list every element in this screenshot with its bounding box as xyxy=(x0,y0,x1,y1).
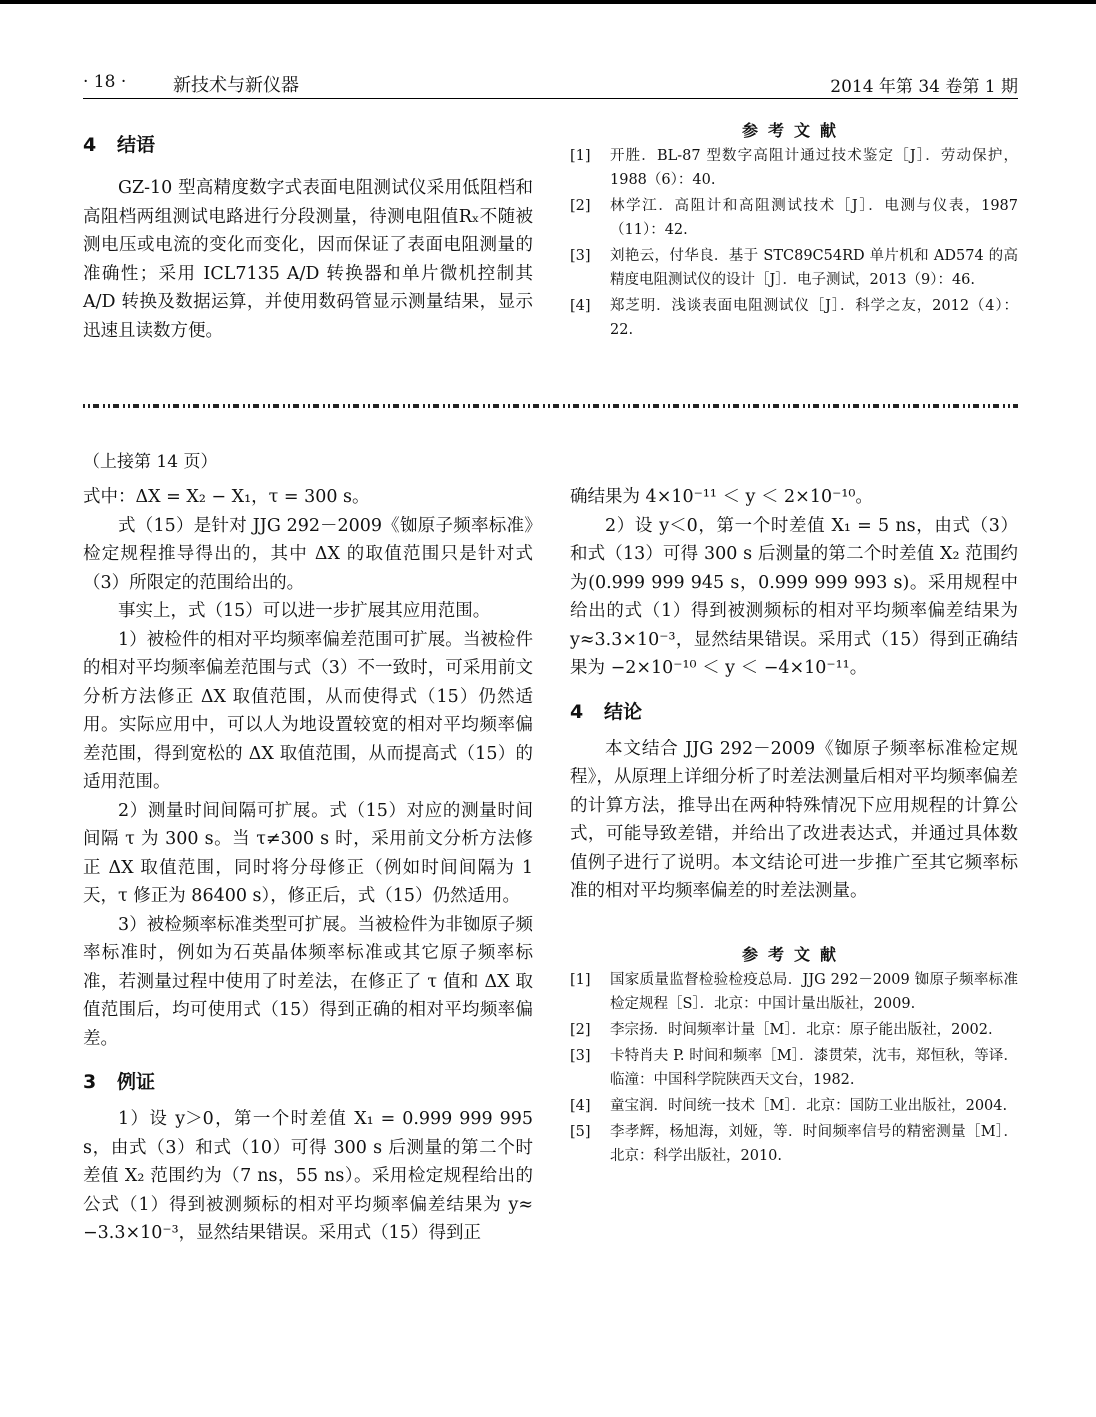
left-column xyxy=(83,483,533,1248)
ornamental-divider xyxy=(83,401,1018,411)
right-column xyxy=(570,483,1018,1170)
reference-item: [2] 林学江．高阻计和高阻测试技术［J］．电测与仪表，1987（11）：42. xyxy=(570,198,1018,238)
journal-name: 新技术与新仪器 xyxy=(173,75,299,96)
reference-item: [2] 李宗扬．时间频率计量［M］．北京：原子能出版社，2002. xyxy=(570,1021,993,1038)
body-paragraph: 事实上，式（15）可以进一步扩展其应用范围。 xyxy=(118,601,491,621)
reference-list xyxy=(570,144,1018,342)
body-paragraph: 1）被检件的相对平均频率偏差范围可扩展。当被检件的相对平均频率偏差范围与式（3）不一致时，可采用前文分析方法修正 ΔX 取值范围，从而使得式（15）仍然适用。实际应用中，可以人为地设置较宽的相对平均频率偏差范围，得到宽松的 ΔX 取值范围，从而提高式（15）的适用范围。 xyxy=(83,629,533,792)
body-paragraph: 式中：ΔX = X₂ − X₁，τ = 300 s。 xyxy=(83,487,370,507)
body-paragraph: 1）设 y＞0，第一个时差值 X₁ = 0.999 999 995 s，由式（3）和式（10）可得 300 s 后测量的第二个时差值 X₂ 范围约为（7 ns，55 ns）。采用检定规程给出的公式（1）得到被测频标的相对平均频率偏差结果为 y≈ −3.3×10⁻³，显然结果错误。采用式（15）得到正 xyxy=(83,1109,533,1243)
reference-item: [4] 郑芝明．浅谈表面电阻测试仪［J］．科学之友，2012（4）：22. xyxy=(570,298,1018,338)
conclusion-paragraph: GZ-10 型高精度数字式表面电阻测试仪采用低阻档和高阻档两组测试电路进行分段测量，待测电阻值Rₓ不随被测电压或电流的变化而变化，因而保证了表面电阻测量的准确性；采用 ICL7135 A/D 转换器和单片微机控制其 A/D 转换及数据运算，并使用数码管显示测量结果，显示迅速且读数方便。 xyxy=(83,178,533,341)
issue-info: 2014 年第 34 卷第 1 期 xyxy=(830,77,1018,97)
reference-item: [5] 李孝辉，杨旭海，刘娅，等．时间频率信号的精密测量［M］．北京：科学出版社，2010. xyxy=(570,1123,1018,1164)
body-paragraph: 2）测量时间间隔可扩展。式（15）对应的测量时间间隔 τ 为 300 s。当 τ≠300 s 时，采用前文分析方法修正 ΔX 取值范围，同时将分母修正（例如时间间隔为 1 天，τ 修正为 86400 s），修正后，式（15）仍然适用。 xyxy=(83,800,533,906)
prev-article-conclusion xyxy=(83,130,533,345)
section-number: 3 xyxy=(83,1071,97,1093)
reference-list xyxy=(570,968,1018,1168)
section-title: 结语 xyxy=(117,134,156,156)
page-number: · 18 · xyxy=(83,72,127,92)
body-paragraph: 3）被检频率标准类型可扩展。当被检件为非铷原子频率标准时，例如为石英晶体频率标准或其它原子频率标准，若测量过程中使用了时差法，在修正了 τ 值和 ΔX 取值范围后，均可使用式（15）得到正确的相对平均频率偏差。 xyxy=(83,914,533,1049)
reference-item: [1] 国家质量监督检验检疫总局．JJG 292－2009 铷原子频率标准检定规程［S］．北京：中国计量出版社，2009. xyxy=(570,971,1018,1012)
reference-item: [3] 刘艳云，付华良．基于 STC89C54RD 单片机和 AD574 的高精度电阻测试仪的设计［J］．电子测试，2013（9）：46. xyxy=(570,248,1018,288)
section-number: 4 xyxy=(83,134,97,156)
section-number: 4 xyxy=(570,700,584,723)
running-header xyxy=(83,70,1018,99)
section-title: 结论 xyxy=(604,700,643,723)
references-title: 参考文献 xyxy=(741,944,846,964)
continuation-note: （上接第 14 页） xyxy=(83,452,218,472)
references-title: 参考文献 xyxy=(741,121,846,140)
section-title: 例证 xyxy=(117,1071,156,1093)
section-heading xyxy=(83,1067,533,1097)
body-paragraph: 确结果为 4×10⁻¹¹ ＜ y ＜ 2×10⁻¹⁰。 xyxy=(570,487,873,507)
prev-article-references xyxy=(570,118,1018,344)
page-top-rule xyxy=(0,0,1096,4)
body-paragraph: 式（15）是针对 JJG 292－2009《铷原子频率标准》检定规程推导得出的，其中 ΔX 的取值范围只是针对式（3）所限定的范围给出的。 xyxy=(83,515,533,593)
reference-item: [1] 开胜．BL-87 型数字高阻计通过技术鉴定［J］．劳动保护，1988（6）：40. xyxy=(570,148,1018,188)
section-heading xyxy=(83,130,533,160)
reference-item: [3] 卡特肖夫 P. 时间和频率［M］．漆贯荣，沈韦，郑恒秋，等译．临潼：中国科学院陕西天文台，1982. xyxy=(570,1047,1018,1088)
reference-item: [4] 童宝润．时间统一技术［M］．北京：国防工业出版社，2004. xyxy=(570,1097,1008,1114)
body-paragraph: 本文结合 JJG 292－2009《铷原子频率标准检定规程》，从原理上详细分析了时差法测量后相对平均频率偏差的计算方法，推导出在两种特殊情况下应用规程的计算公式，可能导致差错，并给出了改进表达式，并通过具体数值例子进行了说明。本文结论可进一步推广至其它频率标准的相对平均频率偏差的时差法测量。 xyxy=(570,738,1018,901)
body-paragraph: 2）设 y＜0，第一个时差值 X₁ = 5 ns，由式（3）和式（13）可得 300 s 后测量的第二个时差值 X₂ 范围约为(0.999 999 945 s，0.999 999 993 s)。采用规程中给出的式（1）得到被测频标的相对平均频率偏差结果为 y≈3.3×10⁻³，显然结果错误。采用式（15）得到正确结果为 −2×10⁻¹⁰ ＜ y ＜ −4×10⁻¹¹。 xyxy=(570,515,1018,678)
section-heading xyxy=(570,697,1018,727)
